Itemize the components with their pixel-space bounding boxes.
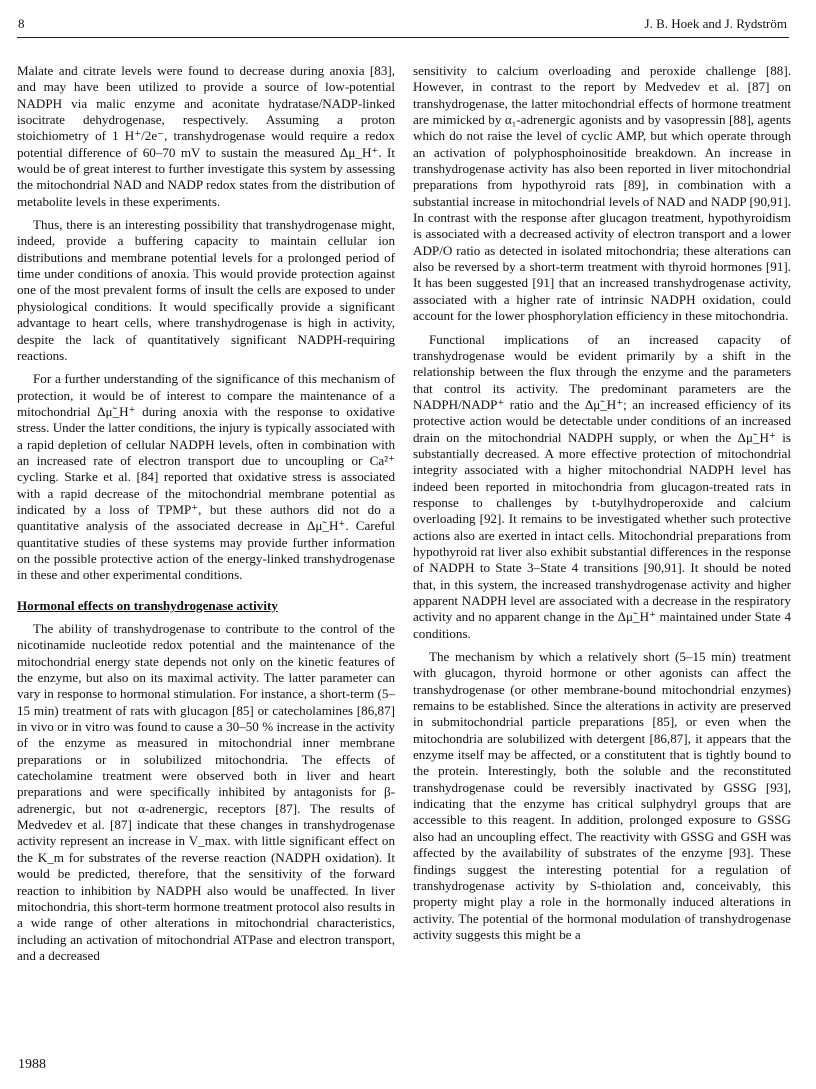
page-number: 8 [18,16,25,31]
paragraph: Malate and citrate levels were found to decrease during anoxia [83], and may have been utilized to provide a source of low-potential NADPH via malic enzyme and aconitate hydratase/NADP-linked isocitrate dehydrogenase, respectively. Assuming a proton stoichiometry of 1 H⁺/2e⁻, transhydrogenase would require a redox potential difference of 60–70 mV to sustain the measured Δμ_H⁺. It would be of great interest to further investigate this system by assessing the mitochondrial NAD and NADP redox states from the distribution of metabolite levels in these experiments. [17,63,395,209]
paragraph: Functional implications of an increased capacity of transhydrogenase would be evident primarily by a shift in the relationship between the flux through the enzyme and the parameters that control its activity. The predominant parameters are the NADPH/NADP⁺ ratio and the Δμ̃_H⁺; an increased efficiency of its protective action would be detectable under conditions of an increased drain on the mitochondrial NADPH supply, or when the Δμ̃_H⁺ is substantially decreased. A more effective protection of mitochondrial integrity associated with a higher mitochondrial NADPH level has indeed been reported in mitochondria from glucagon-treated rats in response to challenges by t-butylhydroperoxide and calcium overloading [92]. It remains to be investigated whether such protective actions also are exerted in intact cells. Mitochondrial preparations from hypothyroid rat liver also exhibit substantial differences in the response of NADPH to State 3–State 4 transitions [90,91]. It should be noted that, in this system, the increased transhydrogenase activity and higher apparent NADPH level are associated with a decrease in the respiratory activity and no apparent change in the Δμ̃_H⁺ maintained under State 4 conditions. [413,331,791,641]
header-rule [17,37,789,38]
paragraph: The ability of transhydrogenase to contribute to the control of the nicotinamide nucleotide redox potential and the maintenance of the mitochondrial energy state depends not only on the kinetic features of the enzyme, but also on its maximal activity. The latter parameter can vary in response to hormonal stimulation. For instance, a short-term (5–15 min) treatment of rats with glucagon [85] or catecholamines [86,87] in vivo or in vitro was found to cause a 30–50 % increase in the activity of the enzyme as measured in mitochondrial inner membrane preparations or in solubilized mitochondria. The effects of catecholamine treatment were observed both in liver and heart preparations and were specifically inhibited by antagonists for β-adrenergic, but not α-adrenergic, receptors [87]. The results of Medvedev et al. [87] indicate that these changes in transhydrogenase activity represent an increase in V_max. with little significant effect on the K_m for substrates of the reverse reaction (NADPH oxidation). It would be predicted, therefore, that the sensitivity of the forward reaction to inhibition by NADPH also would be unaffected. In liver mitochondria, this short-term hormone treatment protocol also results in a wide range of other alterations in mitochondrial characteristics, including an activation of mitochondrial ATPase and electron transport, and a decreased [17,621,395,963]
running-head: J. B. Hoek and J. Rydström [644,16,787,31]
right-column [413,63,791,943]
section-heading: Hormonal effects on transhydrogenase activity [17,597,278,613]
footer-year: 1988 [18,1057,46,1072]
paragraph: For a further understanding of the significance of this mechanism of protection, it would be of interest to compare the maintenance of a mitochondrial Δμ̃_H⁺ during anoxia with the response to oxidative stress. Under the latter conditions, the injury is typically associated with a rapid depletion of cellular NADPH levels, often in combination with an increased rate of electron transport due to uncoupling or Ca²⁺ cycling. Starke et al. [84] reported that oxidative stress is associated with a rapid decrease of the mitochondrial membrane potential as indicated by a loss of TPMP⁺, but these authors did not do a quantitative analysis of the associated decrease in Δμ̃_H⁺. Careful quantitative studies of these systems may provide further information on the possible protective action of the energy-linked transhydrogenase in these and other experimental conditions. [17,371,395,583]
paragraph: sensitivity to calcium overloading and peroxide challenge [88]. However, in contrast to the report by Medvedev et al. [87] on transhydrogenase, the latter mitochondrial effects of hormone treatment are mimicked by α₁-adrenergic agonists and by vasopressin [88], agents which do not raise the level of cyclic AMP, but which operate through an activation of polyphosphoinositide breakdown. An increase in transhydrogenase activity has also been reported in liver mitochondrial preparations from hypothyroid rats [89], in combination with a substantial increase in mitochondrial levels of NAD and NADP [90,91]. In contrast with the response after glucagon treatment, hypothyroidism is associated with a decreased activity of electron transport and a lower ADP/O ratio as detected in isolated mitochondria; these alterations can also be reversed by a short-term treatment with thyroid hormones [91]. It has been suggested [91] that an increased transhydrogenase activity, associated with a higher rate of intrinsic NADPH oxidation, could account for the lower phosphorylation efficiency in these mitochondria. [413,63,791,324]
paragraph: Thus, there is an interesting possibility that transhydrogenase might, indeed, provide a buffering capacity to maintain cellular ion distributions and membrane potential levels for a prolonged period of time under conditions of anoxia. This would provide protection against one of the most prevalent forms of insult the cells are exposed to under physiological conditions. It would specifically provide a significant advantage to heart cells, where transhydrogenase is high in activity, despite the lack of quantitatively significant NADPH-requiring reactions. [17,217,395,363]
left-column [17,63,395,964]
paragraph: The mechanism by which a relatively short (5–15 min) treatment with glucagon, thyroid hormone or other agonists can affect the transhydrogenase (or other membrane-bound mitochondrial enzymes) remains to be established. Since the alterations in activity are preserved in submitochondrial particle preparations [85], or even when the mitochondria are solubilized with detergent [86,87], it appears that the enzyme itself may be affected, or a constitutent that is tightly bound to the protein. Interestingly, both the soluble and the reconstituted transhydrogenase could be reversibly inactivated by GSSG [93], indicating that the enzyme has critical sulphydryl groups that are accessible to this reagent. In addition, prolonged exposure to GSSG also had an uncoupling effect. The reactivity with GSSG and GSH was affected by the availability of substrates of the enzyme [93]. These findings suggest the interesting potential for a regulation of transhydrogenase activity by S-thiolation and, conceivably, this property might play a role in the hormonally induced alterations in activity. The potential of the hormonal modulation of transhydrogenase activity suggests this might be a [413,649,791,942]
